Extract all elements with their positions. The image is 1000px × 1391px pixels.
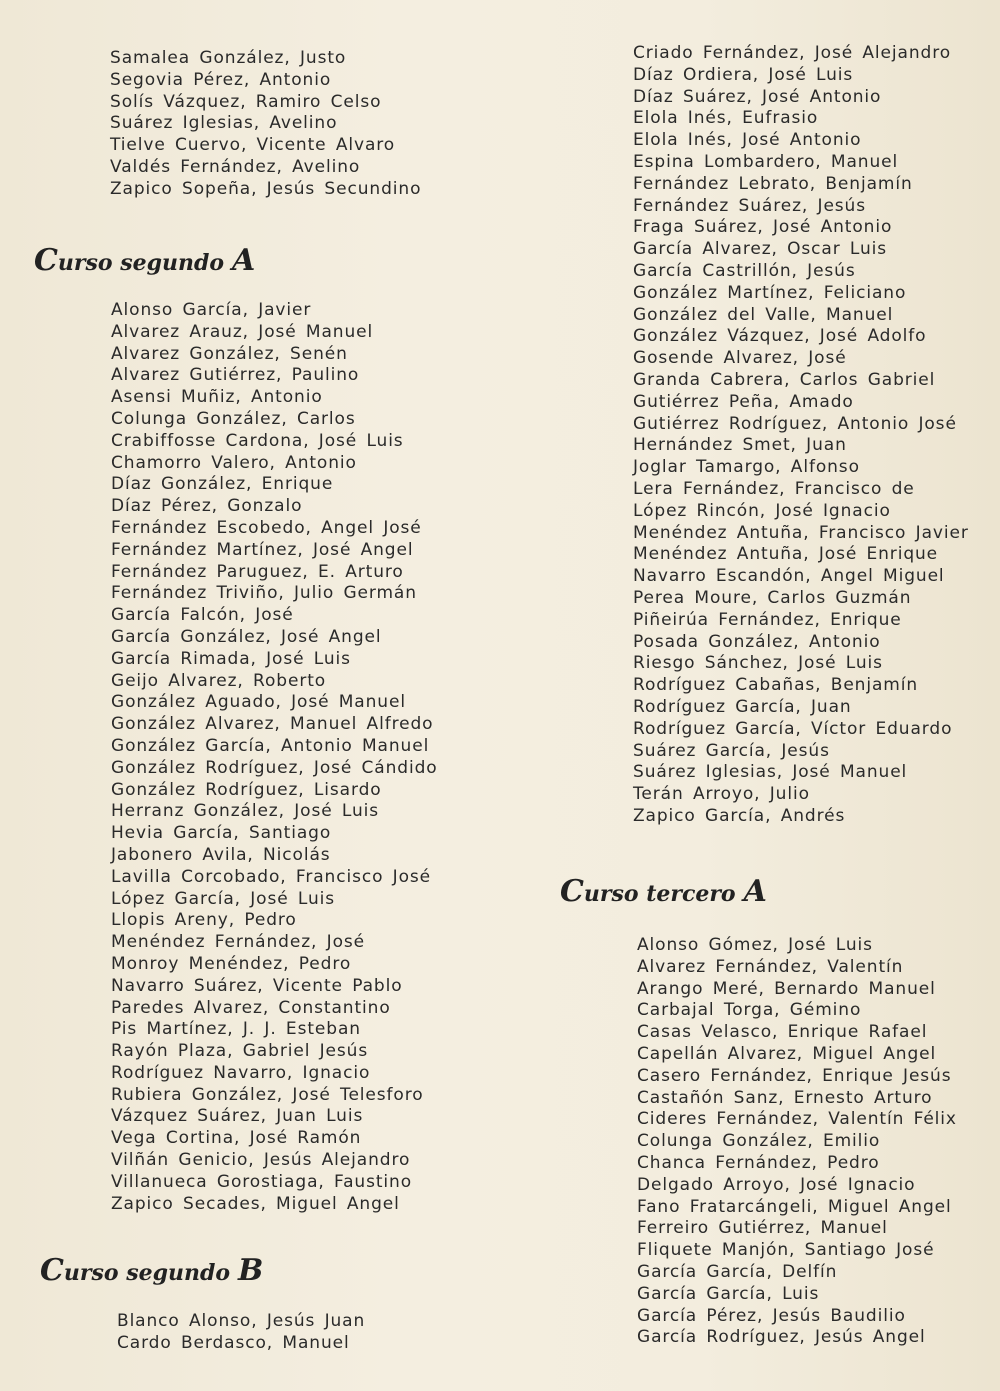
list-item: Fernández Suárez, Jesús	[633, 195, 866, 216]
list-item: Rodríguez García, Víctor Eduardo	[633, 718, 953, 739]
list-item: García González, José Angel	[111, 626, 382, 647]
list-item: Díaz Pérez, Gonzalo	[111, 496, 303, 517]
heading-initial: C	[560, 874, 584, 909]
segundo-a-list	[111, 300, 438, 1215]
list-item: González Vázquez, José Adolfo	[633, 326, 927, 347]
list-item: Menéndez Fernández, José	[111, 932, 365, 953]
list-item: Díaz Ordiera, José Luis	[633, 64, 854, 85]
list-item: Hevia García, Santiago	[111, 823, 332, 844]
list-item: Fliquete Manjón, Santiago José	[637, 1240, 935, 1261]
heading-letter: A	[743, 874, 767, 909]
list-item: González Alvarez, Manuel Alfredo	[111, 714, 434, 735]
list-item: Criado Fernández, José Alejandro	[633, 43, 952, 63]
list-item: Alvarez Arauz, José Manuel	[111, 321, 374, 342]
list-item: García García, Luis	[637, 1283, 820, 1304]
list-item: Fernández Paruguez, E. Arturo	[111, 561, 404, 582]
list-item: Cardo Berdasco, Manuel	[117, 1332, 350, 1353]
list-item: Rayón Plaza, Gabriel Jesús	[111, 1041, 369, 1062]
list-item: Hernández Smet, Juan	[633, 435, 847, 456]
list-item: Alvarez Fernández, Valentín	[637, 956, 904, 977]
list-item: López García, José Luis	[111, 888, 336, 909]
list-item: Terán Arroyo, Julio	[633, 784, 810, 805]
list-item: Navarro Escandón, Angel Miguel	[633, 566, 945, 587]
list-item: González Martínez, Feliciano	[633, 282, 907, 303]
list-item: Colunga González, Emilio	[637, 1131, 881, 1152]
list-item: Samalea González, Justo	[110, 48, 347, 68]
list-item: Menéndez Antuña, Francisco Javier	[633, 522, 969, 543]
list-item: Joglar Tamargo, Alfonso	[633, 457, 860, 478]
list-item: Pis Martínez, J. J. Esteban	[111, 1019, 361, 1040]
list-item: Delgado Arroyo, José Ignacio	[637, 1174, 916, 1195]
list-item: Perea Moure, Carlos Guzmán	[633, 587, 912, 608]
list-item: Posada González, Antonio	[633, 631, 881, 652]
list-item: Monroy Menéndez, Pedro	[111, 953, 352, 974]
list-item: Geijo Alvarez, Roberto	[111, 670, 327, 691]
heading-text: urso tercero	[583, 881, 736, 907]
heading-text: urso segundo	[57, 250, 225, 276]
list-item: Lavilla Corcobado, Francisco José	[111, 866, 432, 887]
list-item: Blanco Alonso, Jesús Juan	[117, 1311, 366, 1331]
list-item: Díaz Suárez, José Antonio	[633, 86, 882, 107]
list-item: Llopis Areny, Pedro	[111, 910, 297, 931]
heading-letter: A	[232, 243, 256, 278]
section-heading-segundo-b	[40, 1253, 263, 1288]
list-item: Villanueca Gorostiaga, Faustino	[111, 1171, 413, 1192]
list-item: González Aguado, José Manuel	[111, 692, 406, 713]
list-item: Asensi Muñiz, Antonio	[111, 387, 323, 408]
list-item: García Falcón, José	[111, 605, 294, 626]
list-item: Zapico Sopeña, Jesús Secundino	[110, 178, 422, 199]
list-item: Jabonero Avila, Nicolás	[111, 844, 331, 865]
heading-text: urso segundo	[63, 1260, 231, 1286]
segundo-b-list	[117, 1311, 365, 1355]
list-item: Espina Lombardero, Manuel	[633, 151, 899, 172]
list-item: Suárez Iglesias, José Manuel	[633, 762, 908, 783]
list-item: Fernández Escobedo, Angel José	[111, 517, 422, 538]
list-item: Segovia Pérez, Antonio	[110, 69, 332, 90]
list-item: Alonso García, Javier	[111, 300, 312, 320]
list-item: González Rodríguez, José Cándido	[111, 757, 438, 778]
list-item: García García, Delfín	[637, 1261, 838, 1282]
list-item: Alonso Gómez, José Luis	[637, 935, 873, 955]
heading-initial: C	[34, 243, 58, 278]
list-item: Lera Fernández, Francisco de	[633, 478, 915, 499]
list-item: Solís Vázquez, Ramiro Celso	[110, 91, 382, 112]
list-item: Fernández Martínez, José Angel	[111, 539, 414, 560]
list-item: Herranz González, José Luis	[111, 801, 380, 822]
list-item: Valdés Fernández, Avelino	[110, 156, 361, 177]
list-item: Menéndez Antuña, José Enrique	[633, 544, 939, 565]
list-item: González Rodríguez, Lisardo	[111, 779, 382, 800]
list-item: Granda Cabrera, Carlos Gabriel	[633, 369, 936, 390]
list-item: Carbajal Torga, Gémino	[637, 1000, 862, 1021]
list-item: Colunga González, Carlos	[111, 408, 356, 429]
list-item: Gosende Alvarez, José	[633, 348, 847, 369]
list-item: Tielve Cuervo, Vicente Alvaro	[110, 135, 396, 156]
list-item: Fraga Suárez, José Antonio	[633, 217, 893, 238]
list-item: Díaz González, Enrique	[111, 474, 334, 495]
heading-initial: C	[40, 1253, 64, 1288]
list-item: González del Valle, Manuel	[633, 304, 894, 325]
name-list	[633, 43, 969, 828]
list-item: Elola Inés, Eufrasio	[633, 108, 819, 129]
list-item: García Rodríguez, Jesús Angel	[637, 1327, 926, 1348]
list-item: González García, Antonio Manuel	[111, 735, 430, 756]
name-list	[110, 48, 421, 201]
name-list	[637, 935, 957, 1349]
list-item: Rubiera González, José Telesforo	[111, 1084, 424, 1105]
list-item: Zapico García, Andrés	[633, 805, 846, 826]
list-item: Chanca Fernández, Pedro	[637, 1152, 880, 1173]
list-item: Elola Inés, José Antonio	[633, 130, 862, 151]
left-top-list	[110, 48, 421, 201]
list-item: Rodríguez García, Juan	[633, 696, 852, 717]
list-item: Fano Fratarcángeli, Miguel Angel	[637, 1196, 952, 1217]
list-item: Vázquez Suárez, Juan Luis	[111, 1106, 364, 1127]
list-item: Zapico Secades, Miguel Angel	[111, 1193, 400, 1214]
list-item: Suárez Iglesias, Avelino	[110, 113, 338, 134]
list-item: Gutiérrez Peña, Amado	[633, 391, 854, 412]
list-item: Alvarez González, Senén	[111, 343, 348, 364]
list-item: García Pérez, Jesús Baudilio	[637, 1305, 906, 1326]
list-item: García Alvarez, Oscar Luis	[633, 239, 888, 260]
list-item: Chamorro Valero, Antonio	[111, 452, 357, 473]
list-item: Cideres Fernández, Valentín Félix	[637, 1109, 957, 1130]
list-item: Gutiérrez Rodríguez, Antonio José	[633, 413, 957, 434]
list-item: Riesgo Sánchez, José Luis	[633, 653, 883, 674]
list-item: López Rincón, José Ignacio	[633, 500, 891, 521]
heading-letter: B	[238, 1253, 264, 1288]
list-item: Casas Velasco, Enrique Rafael	[637, 1022, 928, 1043]
name-list	[111, 300, 438, 1215]
list-item: Navarro Suárez, Vicente Pablo	[111, 975, 403, 996]
list-item: Casero Fernández, Enrique Jesús	[637, 1065, 952, 1086]
list-item: Fernández Lebrato, Benjamín	[633, 173, 913, 194]
name-list	[117, 1311, 365, 1355]
list-item: Suárez García, Jesús	[633, 740, 830, 761]
right-top-list	[633, 43, 969, 828]
tercero-a-list	[637, 935, 957, 1349]
list-item: García Rimada, José Luis	[111, 648, 351, 669]
list-item: Alvarez Gutiérrez, Paulino	[111, 365, 360, 386]
list-item: Rodríguez Navarro, Ignacio	[111, 1062, 371, 1083]
list-item: Vega Cortina, José Ramón	[111, 1128, 362, 1149]
list-item: Fernández Triviño, Julio Germán	[111, 583, 417, 604]
section-heading-segundo-a	[34, 243, 255, 278]
list-item: Capellán Alvarez, Miguel Angel	[637, 1043, 937, 1064]
list-item: Vilñán Genicio, Jesús Alejandro	[111, 1150, 411, 1171]
list-item: Castañón Sanz, Ernesto Arturo	[637, 1087, 933, 1108]
list-item: García Castrillón, Jesús	[633, 260, 856, 281]
list-item: Crabiffosse Cardona, José Luis	[111, 430, 404, 451]
list-item: Ferreiro Gutiérrez, Manuel	[637, 1218, 888, 1239]
list-item: Arango Meré, Bernardo Manuel	[637, 978, 936, 999]
list-item: Paredes Alvarez, Constantino	[111, 997, 391, 1018]
section-heading-tercero-a	[560, 874, 767, 909]
list-item: Rodríguez Cabañas, Benjamín	[633, 675, 919, 696]
list-item: Piñeirúa Fernández, Enrique	[633, 609, 902, 630]
